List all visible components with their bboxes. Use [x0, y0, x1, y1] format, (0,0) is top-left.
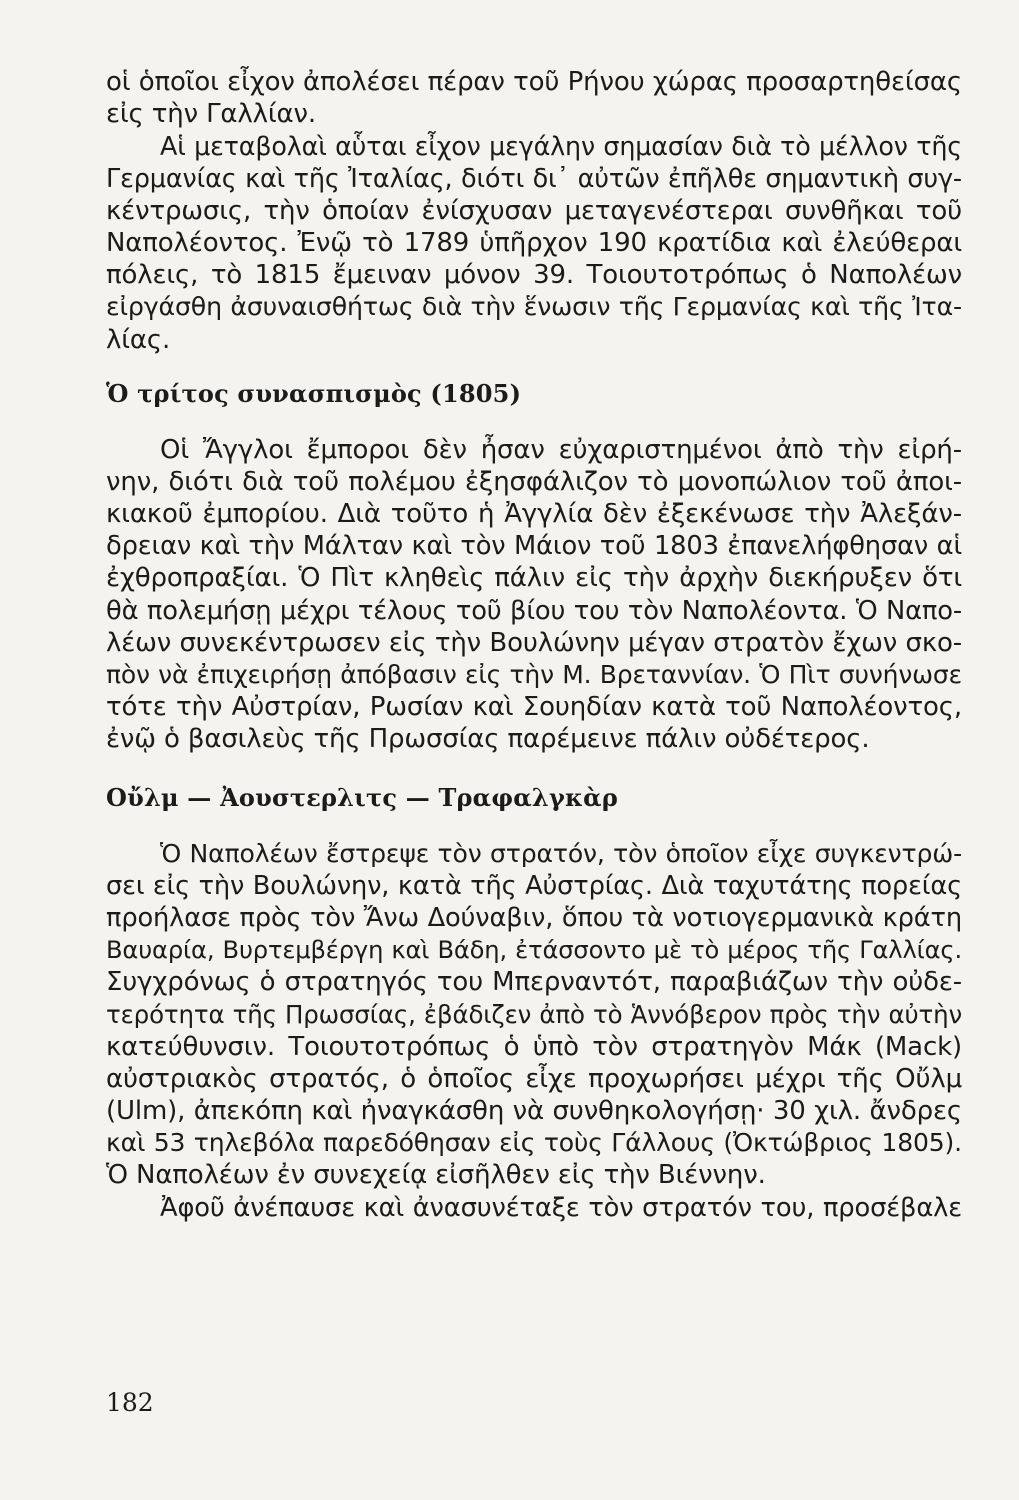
text-line: Ἀφοῦ ἀνέπαυσε καὶ ἀνασυνέταξε τὸν στρατόν του, προσέβαλε [160, 1192, 962, 1223]
text-line: κιακοῦ ἐμπορίου. Διὰ τοῦτο ἡ Ἀγγλία δὲν ἐξεκένωσε τὴν Ἀλεξάν- [106, 499, 962, 530]
text-line: κατεύθυνσιν. Τοιουτοτρόπως ὁ ὑπὸ τὸν στρατηγὸν Μάκ (Mack) [106, 1031, 962, 1062]
text-line: Γερμανίας καὶ τῆς Ἰταλίας, διότι δι᾿ αὐτῶν ἐπῆλθε σημαντικὴ συγ- [106, 163, 962, 194]
text-line: οἱ ὁποῖοι εἶχον ἀπολέσει πέραν τοῦ Ρήνου χώρας προσαρτηθείσας [106, 67, 962, 97]
text-line: ἐχθροπραξίαι. Ὁ Πὶτ κληθεὶς πάλιν εἰς τὴν ἀρχὴν διεκήρυξεν ὅτι [106, 563, 962, 594]
text-line: δρειαν καὶ τὴν Μάλταν καὶ τὸν Μάιον τοῦ 1803 ἐπανελήφθησαν αἱ [106, 531, 962, 562]
page-number: 182 [106, 1388, 154, 1417]
text-line: κέντρωσις, τὴν ὁποίαν ἐνίσχυσαν μεταγενέστεραι συνθῆκαι τοῦ [106, 195, 962, 226]
text-line: Βαυαρία, Βυρτεμβέργη καὶ Βάδη, ἐτάσσοντο μὲ τὸ μέρος τῆς Γαλλίας. [106, 936, 962, 965]
text-line: εἰς τὴν Γαλλίαν. [106, 99, 317, 130]
text-line: καὶ 53 τηλεβόλα παρεδόθησαν εἰς τοὺς Γάλλους (Ὀκτώβριος 1805). [106, 1128, 962, 1158]
text-line: Ὁ Ναπολέων ἐν συνεχείᾳ εἰσῆλθεν εἰς τὴν Βιέννην. [106, 1160, 766, 1191]
text-line: λέων συνεκέντρωσεν εἰς τὴν Βουλώνην μέγαν στρατὸν ἔχων σκο- [106, 627, 962, 658]
text-line: τερότητα τῆς Πρωσσίας, ἐβάδιζεν ἀπὸ τὸ Ἁννόβερον πρὸς τὴν αὐτὴν [106, 999, 962, 1029]
text-line: (Ulm), ἀπεκόπη καὶ ἠναγκάσθη νὰ συνθηκολογήσῃ· 30 χιλ. ἄνδρες [106, 1096, 962, 1127]
text-line: νην, διότι διὰ τοῦ πολέμου ἐξησφάλιζον τὸ μονοπώλιον τοῦ ἀποι- [106, 466, 962, 497]
paragraph [106, 838, 962, 1192]
paragraph [106, 66, 962, 130]
text-line: αὐστριακὸς στρατός, ὁ ὁποῖος εἶχε προχωρήσει μέχρι τῆς Οὔλμ [106, 1063, 962, 1094]
text-line: Ναπολέοντος. Ἐνῷ τὸ 1789 ὑπῆρχον 190 κρατίδια καὶ ἐλεύθεραι [106, 227, 962, 258]
section-heading: Ὁ τρίτος συνασπισμὸς (1805) [106, 378, 522, 408]
section-heading: Οὔλμ — Ἀουστερλιτς — Τραφαλγκὰρ [106, 782, 619, 812]
text-line: ἐνῷ ὁ βασιλεὺς τῆς Πρωσσίας παρέμεινε πάλιν οὐδέτερος. [106, 724, 870, 755]
text-line: Συγχρόνως ὁ στρατηγός του Μπερναντότ, παραβιάζων τὴν οὐδε- [106, 967, 962, 998]
text-line: πὸν νὰ ἐπιχειρήσῃ ἀπόβασιν εἰς τὴν Μ. Βρεταννίαν. Ὁ Πὶτ συνήνωσε [106, 660, 962, 689]
text-line: Αἱ μεταβολαὶ αὗται εἶχον μεγάλην σημασίαν διὰ τὸ μέλλον τῆς [160, 131, 962, 162]
page-body [106, 66, 962, 1224]
text-line: πόλεις, τὸ 1815 ἔμειναν μόνον 39. Τοιουτοτρόπως ὁ Ναπολέων [106, 260, 962, 291]
paragraph [106, 1192, 962, 1224]
text-line: σει εἰς τὴν Βουλώνην, κατὰ τῆς Αὐστρίας. Διὰ ταχυτάτης πορείας [106, 870, 962, 901]
paragraph [106, 434, 962, 756]
text-line: προήλασε πρὸς τὸν Ἄνω Δούναβιν, ὅπου τὰ νοτιογερμανικὰ κράτη [106, 902, 962, 933]
text-line: εἰργάσθη ἀσυναισθήτως διὰ τὴν ἕνωσιν τῆς Γερμανίας καὶ τῆς Ἰτα- [106, 292, 962, 322]
text-line: λίας. [106, 324, 171, 355]
text-line: Οἱ Ἄγγλοι ἔμποροι δὲν ἦσαν εὐχαριστημένοι ἀπὸ τὴν εἰρή- [160, 434, 962, 465]
text-line: τότε τὴν Αὐστρίαν, Ρωσίαν καὶ Σουηδίαν κατὰ τοῦ Ναπολέοντος, [106, 692, 962, 723]
text-line: θὰ πολεμήσῃ μέχρι τέλους τοῦ βίου του τὸν Ναπολέοντα. Ὁ Ναπο- [106, 595, 962, 626]
text-line: Ὁ Ναπολέων ἔστρεψε τὸν στρατόν, τὸν ὁποῖον εἶχε συγκεντρώ- [160, 838, 962, 868]
paragraph [106, 130, 962, 355]
